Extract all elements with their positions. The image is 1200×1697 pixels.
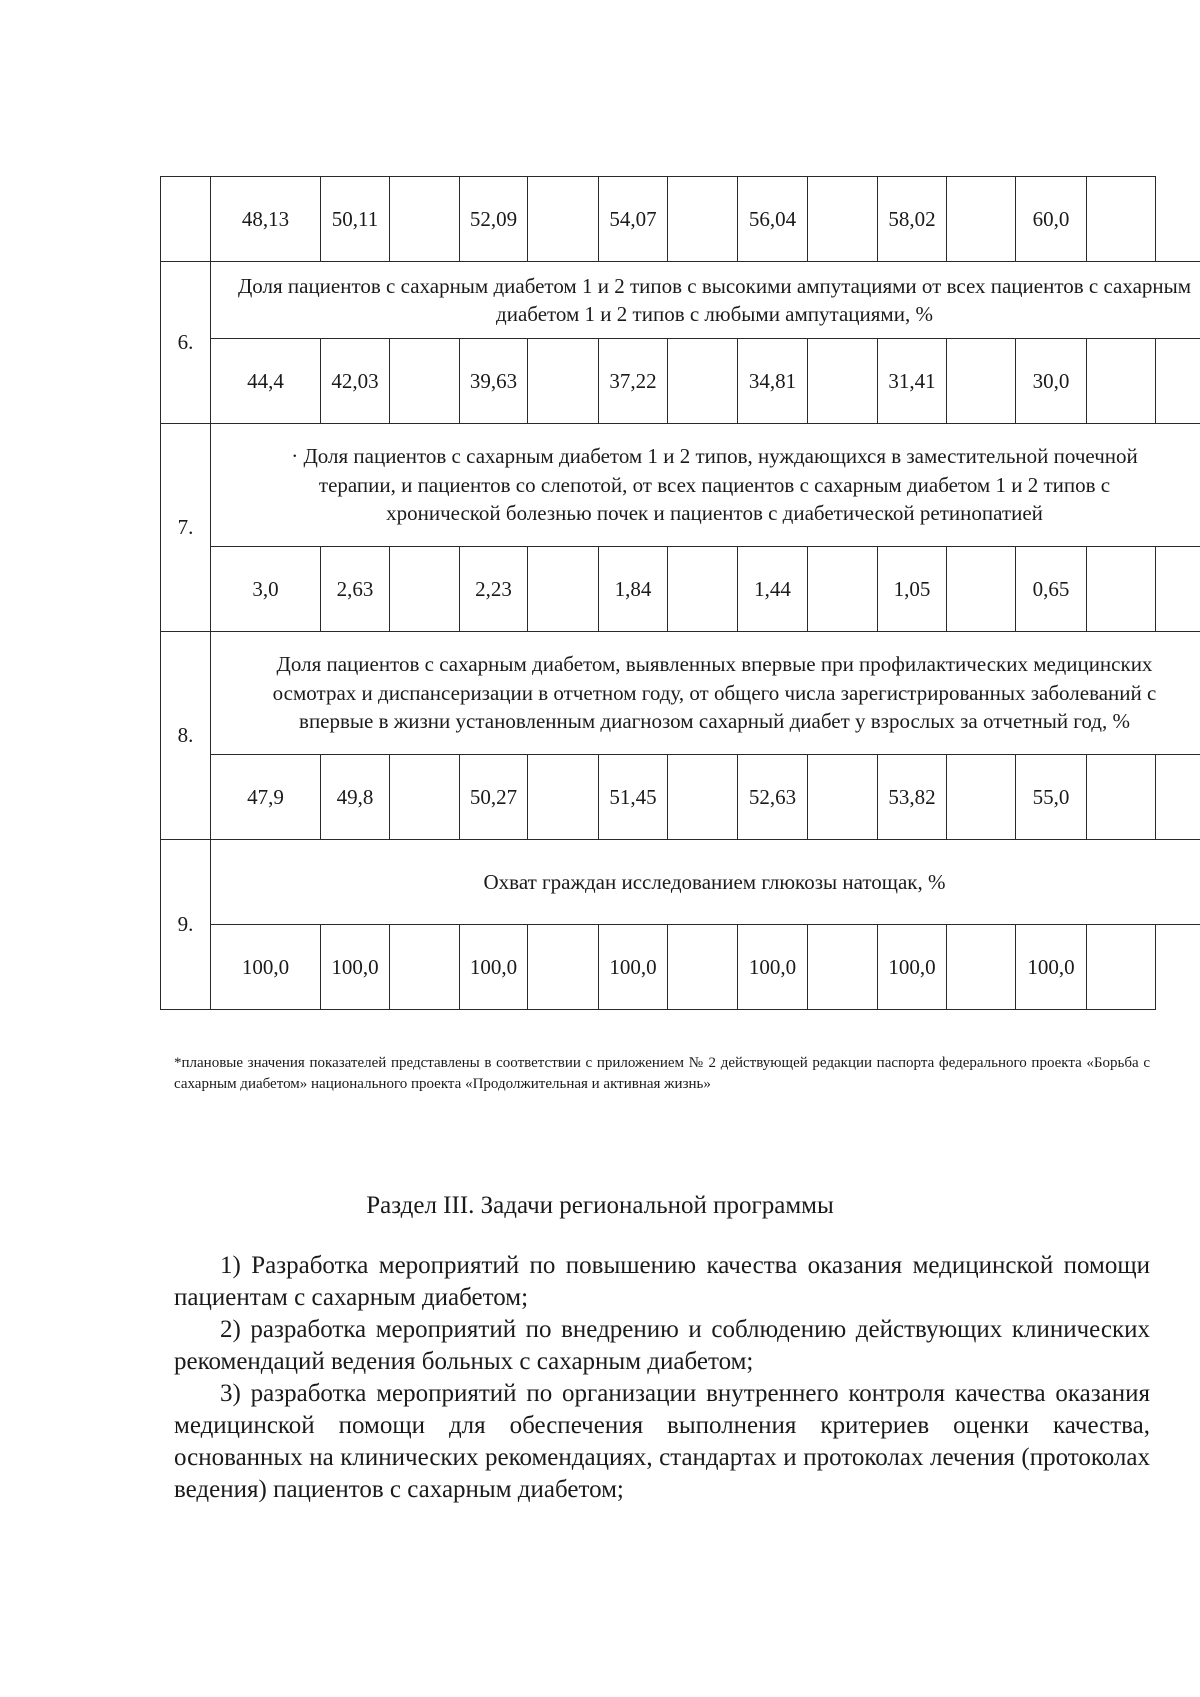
empty-cell [390,925,460,1010]
empty-cell [1087,755,1156,840]
value-cell: 47,9 [211,755,321,840]
empty-cell [668,339,738,424]
empty-cell [1087,925,1156,1010]
tasks-list [174,1250,1150,1506]
table-row-title [161,424,1200,547]
value-cell: 50,27 [460,755,528,840]
table-row-values [161,339,1200,424]
empty-cell [947,177,1016,262]
empty-cell [808,339,878,424]
value-cell: 1,84 [599,547,668,632]
value-cell: 52,09 [460,177,528,262]
table-row-title [161,262,1200,339]
empty-cell [390,177,460,262]
empty-cell [947,339,1016,424]
empty-cell [528,547,599,632]
table-row-values [161,547,1200,632]
value-cell: 53,82 [878,755,947,840]
table-row-continued [161,177,1200,262]
row-number-cell: 7. [161,424,211,632]
task-item: 1) Разработка мероприятий по повышению качества оказания медицинской помощи пациентам с сахарным диабетом; [174,1252,1150,1311]
table-row-values [161,925,1200,1010]
indicator-title: Доля пациентов с сахарным диабетом 1 и 2 типов с высокими ампутациями от всех пациентов с сахарным диабетом 1 и 2 типов с любыми ампутациями, % [211,262,1200,339]
value-cell: 100,0 [738,925,808,1010]
empty-cell [947,755,1016,840]
empty-cell [390,339,460,424]
value-cell: 30,0 [1016,339,1087,424]
row-number-cell: 9. [161,840,211,1010]
value-cell: 100,0 [321,925,390,1010]
empty-cell [1087,547,1156,632]
empty-cell [947,547,1016,632]
value-cell: 100,0 [1016,925,1087,1010]
empty-cell [668,177,738,262]
value-cell: 1,05 [878,547,947,632]
value-cell: 42,03 [321,339,390,424]
empty-cell [668,925,738,1010]
value-cell: 100,0 [878,925,947,1010]
value-cell: 100,0 [211,925,321,1010]
indicators-table [160,176,1200,1010]
empty-cell [1087,339,1156,424]
indicator-title: · Доля пациентов с сахарным диабетом 1 и 2 типов, нуждающихся в заместительной почечной терапии, и пациентов со слепотой, от всех пациентов с сахарным диабетом 1 и 2 типов с хронической болезнью почек и пациентов с диабетической ретинопатией [211,424,1200,547]
value-cell: 56,04 [738,177,808,262]
empty-cell [528,177,599,262]
empty-cell [808,177,878,262]
empty-cell [668,755,738,840]
empty-cell [1087,177,1156,262]
value-cell: 58,02 [878,177,947,262]
task-item: 2) разработка мероприятий по внедрению и соблюдению действующих клинических рекомендаций ведения больных с сахарным диабетом; [174,1316,1150,1375]
empty-cell [528,755,599,840]
empty-cell [528,339,599,424]
task-item: 3) разработка мероприятий по организации внутреннего контроля качества оказания медицинской помощи для обеспечения выполнения критериев оценки качества, основанных на клинических рекомендациях, стандартах и протоколах лечения (протоколах ведения) пациентов с сахарным диабетом; [174,1380,1150,1503]
empty-cell [808,925,878,1010]
value-cell: 50,11 [321,177,390,262]
table-row-title [161,632,1200,755]
empty-cell [390,755,460,840]
value-cell: 34,81 [738,339,808,424]
row-number-cell: 6. [161,262,211,424]
value-cell: 52,63 [738,755,808,840]
row-number-cell [161,177,211,262]
value-cell: 2,23 [460,547,528,632]
indicator-title: Охват граждан исследованием глюкозы натощак, % [211,840,1200,925]
value-cell: 48,13 [211,177,321,262]
footnote: *плановые значения показателей представлены в соответствии с приложением № 2 действующей редакции паспорта федерального проекта «Борьба с сахарным диабетом» национального проекта «Продолжительная и активная жизнь» [174,1055,1150,1093]
empty-cell [808,547,878,632]
value-cell: 44,4 [211,339,321,424]
value-cell: 100,0 [599,925,668,1010]
value-cell: 39,63 [460,339,528,424]
section-title: Раздел III. Задачи региональной программы [366,1192,834,1219]
empty-cell [668,547,738,632]
empty-cell [947,925,1016,1010]
value-cell: 31,41 [878,339,947,424]
value-cell: 37,22 [599,339,668,424]
value-cell: 55,0 [1016,755,1087,840]
value-cell: 3,0 [211,547,321,632]
row-number-cell: 8. [161,632,211,840]
indicator-title: Доля пациентов с сахарным диабетом, выявленных впервые при профилактических медицинских осмотрах и диспансеризации в отчетном году, от общего числа зарегистрированных заболеваний с впервые в жизни установленным диагнозом сахарный диабет у взрослых за отчетный год, % [211,632,1200,755]
value-cell: 54,07 [599,177,668,262]
table-row-title [161,840,1200,925]
table-row-values [161,755,1200,840]
value-cell: 49,8 [321,755,390,840]
empty-cell [528,925,599,1010]
empty-cell [390,547,460,632]
empty-cell [808,755,878,840]
value-cell: 0,65 [1016,547,1087,632]
value-cell: 1,44 [738,547,808,632]
value-cell: 2,63 [321,547,390,632]
value-cell: 100,0 [460,925,528,1010]
value-cell: 51,45 [599,755,668,840]
value-cell: 60,0 [1016,177,1087,262]
